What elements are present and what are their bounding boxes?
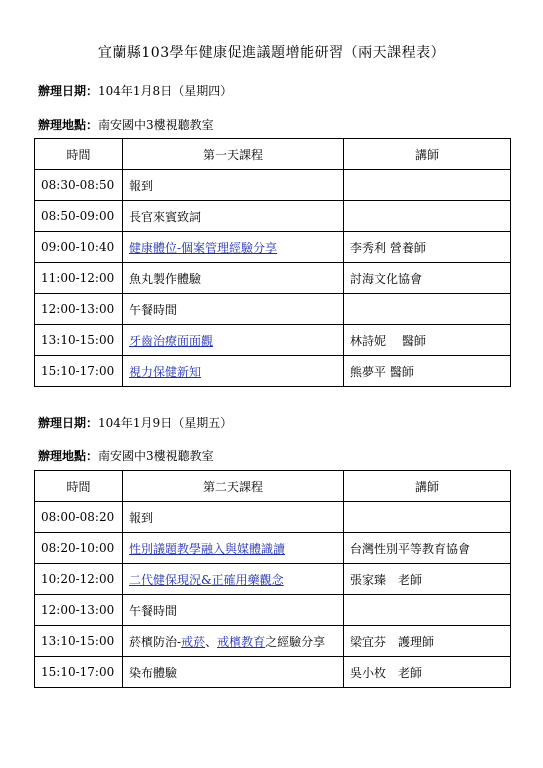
course-cell: 報到 (123, 502, 344, 533)
teacher-cell: 吳小枚 老師 (344, 657, 511, 688)
course-cell (123, 533, 344, 564)
day2-schedule-table (34, 470, 511, 688)
course-cell (123, 325, 344, 356)
header-teacher: 講師 (344, 139, 511, 170)
header-teacher: 講師 (344, 471, 511, 502)
day2-date-label: 辦理日期： (38, 416, 99, 430)
table-row (35, 263, 511, 294)
course-text-suffix: 之經驗分享 (265, 634, 326, 649)
day2-date-line (38, 414, 232, 431)
course-cell (123, 626, 344, 657)
time-cell: 08:50-09:00 (35, 201, 123, 232)
day1-date-label: 辦理日期： (38, 84, 99, 98)
table-row (35, 356, 511, 387)
time-cell: 15:10-17:00 (35, 657, 123, 688)
time-cell: 10:20-12:00 (35, 564, 123, 595)
time-cell: 09:00-10:40 (35, 232, 123, 263)
course-link-dental[interactable]: 牙齒治療面面觀 (129, 333, 214, 348)
header-time: 時間 (35, 471, 123, 502)
teacher-cell: 李秀利 營養師 (344, 232, 511, 263)
course-cell: 報到 (123, 170, 344, 201)
day2-place-label: 辦理地點： (38, 449, 99, 463)
course-cell: 午餐時間 (123, 595, 344, 626)
time-cell: 08:30-08:50 (35, 170, 123, 201)
table-row (35, 657, 511, 688)
time-cell: 13:10-15:00 (35, 626, 123, 657)
day2-place-line (38, 447, 214, 464)
page-title: 宜蘭縣103學年健康促進議題增能研習（兩天課程表） (97, 45, 446, 61)
course-link-quit-smoking[interactable]: 戒菸 (181, 634, 206, 649)
teacher-cell: 討海文化協會 (344, 263, 511, 294)
table-row (35, 533, 511, 564)
time-cell: 12:00-13:00 (35, 294, 123, 325)
day1-place-line (38, 116, 214, 133)
course-cell: 魚丸製作體驗 (123, 263, 344, 294)
teacher-cell (344, 294, 511, 325)
table-header-row (35, 139, 511, 170)
table-row (35, 502, 511, 533)
course-cell: 午餐時間 (123, 294, 344, 325)
table-row (35, 626, 511, 657)
course-cell (123, 356, 344, 387)
table-row (35, 170, 511, 201)
table-row (35, 595, 511, 626)
day1-date-value: 104年1月8日（星期四） (98, 84, 233, 98)
course-text-separator: 、 (205, 634, 218, 649)
day1-place-label: 辦理地點： (38, 118, 99, 132)
course-link-vision[interactable]: 視力保健新知 (129, 364, 202, 379)
table-row (35, 201, 511, 232)
time-cell: 08:20-10:00 (35, 533, 123, 564)
course-cell (123, 232, 344, 263)
time-cell: 13:10-15:00 (35, 325, 123, 356)
course-link-healthy-weight[interactable]: 健康體位-個案管理經驗分享 (129, 240, 278, 255)
day1-schedule-table (34, 138, 511, 387)
time-cell: 15:10-17:00 (35, 356, 123, 387)
teacher-cell (344, 201, 511, 232)
teacher-cell: 張家臻 老師 (344, 564, 511, 595)
table-row (35, 294, 511, 325)
table-header-row (35, 471, 511, 502)
day1-date-line (38, 82, 232, 99)
teacher-cell: 熊夢平 醫師 (344, 356, 511, 387)
day2-place-value: 南安國中3樓視聽教室 (98, 449, 214, 463)
teacher-cell (344, 502, 511, 533)
table-row (35, 232, 511, 263)
time-cell: 11:00-12:00 (35, 263, 123, 294)
header-time: 時間 (35, 139, 123, 170)
time-cell: 12:00-13:00 (35, 595, 123, 626)
header-course: 第一天課程 (123, 139, 344, 170)
course-cell: 長官來賓致詞 (123, 201, 344, 232)
table-row (35, 564, 511, 595)
course-cell (123, 564, 344, 595)
table-row (35, 325, 511, 356)
course-link-health-insurance[interactable]: 二代健保現況&正確用藥觀念 (129, 572, 284, 587)
time-cell: 08:00-08:20 (35, 502, 123, 533)
course-link-gender-media[interactable]: 性別議題教學融入與媒體識讀 (129, 541, 286, 556)
course-link-betel-education[interactable]: 戒檳教育 (217, 634, 266, 649)
teacher-cell: 台灣性別平等教育協會 (344, 533, 511, 564)
teacher-cell: 梁宜芬 護理師 (344, 626, 511, 657)
teacher-cell (344, 170, 511, 201)
teacher-cell (344, 595, 511, 626)
header-course: 第二天課程 (123, 471, 344, 502)
day1-place-value: 南安國中3樓視聽教室 (98, 118, 214, 132)
teacher-cell: 林詩妮 醫師 (344, 325, 511, 356)
course-cell: 染布體驗 (123, 657, 344, 688)
day2-date-value: 104年1月9日（星期五） (98, 416, 233, 430)
course-text-prefix: 菸檳防治- (129, 634, 182, 649)
